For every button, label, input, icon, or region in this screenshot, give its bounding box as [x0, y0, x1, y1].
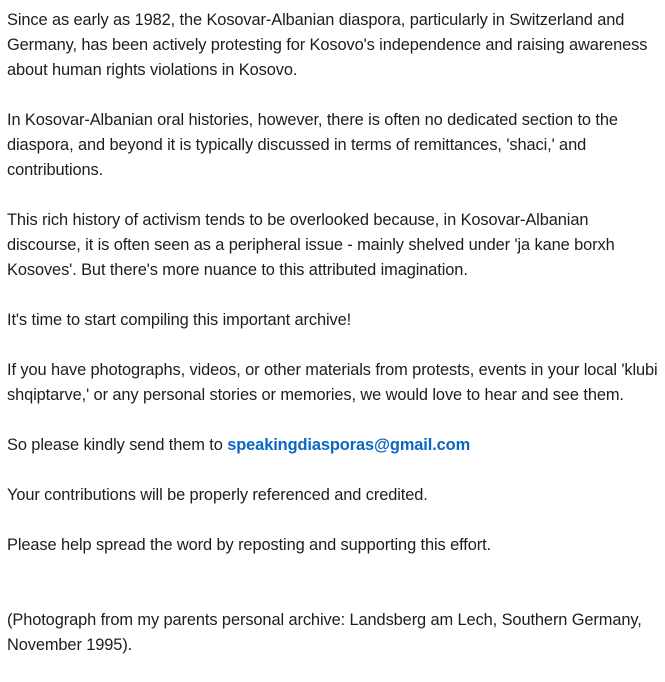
- post-body: [7, 8, 659, 658]
- photo-caption: (Photograph from my parents personal archive: Landsberg am Lech, Southern Germany, November 1995).: [7, 611, 642, 654]
- paragraph-request-materials: If you have photographs, videos, or other materials from protests, events in your local 'klubi shqiptarve,' or any personal stories or memories, we would love to hear and see them.: [7, 361, 658, 404]
- paragraph-oral-histories: In Kosovar-Albanian oral histories, however, there is often no dedicated section to the diaspora, and beyond it is typically discussed in terms of remittances, 'shaci,' and contributions.: [7, 111, 618, 179]
- paragraph-credit-notice: Your contributions will be properly referenced and credited.: [7, 486, 428, 504]
- paragraph-call-to-archive: It's time to start compiling this important archive!: [7, 311, 352, 329]
- paragraph-spread-word: Please help spread the word by reposting and supporting this effort.: [7, 536, 492, 554]
- paragraph-send-email: [7, 433, 659, 458]
- send-email-prefix: So please kindly send them to: [7, 436, 228, 454]
- paragraph-diaspora-history: Since as early as 1982, the Kosovar-Albanian diaspora, particularly in Switzerland and Germany, has been actively protesting for Kosovo's independence and raising awareness about human rights violations in Kosovo.: [7, 11, 648, 79]
- paragraph-overlooked-activism: This rich history of activism tends to be overlooked because, in Kosovar-Albanian discourse, it is often seen as a peripheral issue - mainly shelved under 'ja kane borxh Kosoves'. But there's more nuance to this attributed imagination.: [7, 211, 615, 279]
- email-link[interactable]: speakingdiasporas@gmail.com: [227, 436, 471, 454]
